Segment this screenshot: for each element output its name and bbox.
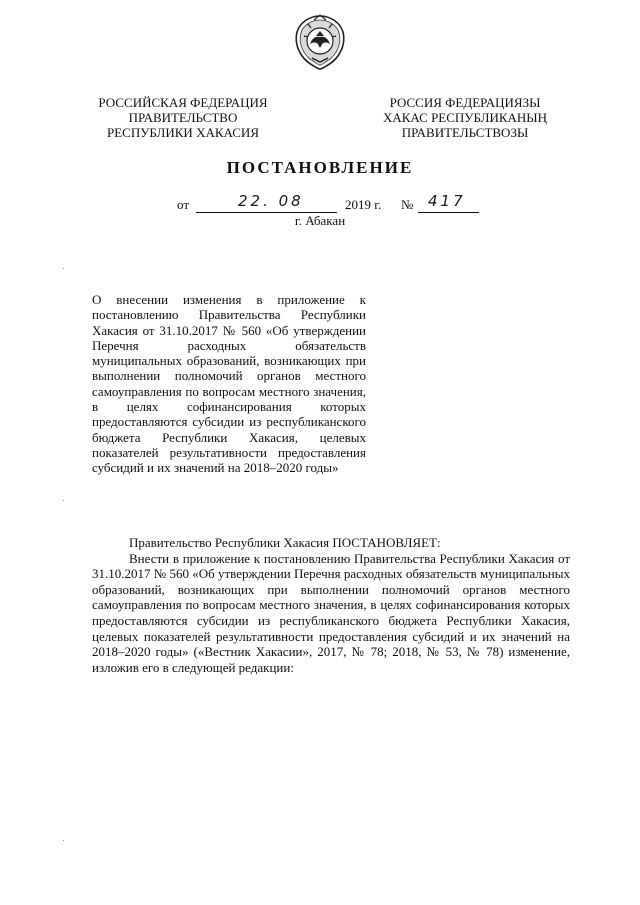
header-right-line: ПРАВИТЕЛЬСТВОЗЫ: [401, 125, 529, 140]
scan-artifact: [63, 840, 64, 841]
year-label: 2019 г.: [345, 197, 382, 212]
header-left-line: ПРАВИТЕЛЬСТВО: [128, 110, 238, 125]
date-number-line: [0, 192, 640, 215]
subject-heading: О внесении изменения в приложение к постановлению Правительства Республики Хакасия от 31.10.2017 № 560 «Об утверждении Перечня расходных обязательств муниципальных образований, возникающих при выполнении полномочий органов местного самоуправления по вопросам местного значения, в целях софинансирования которых предоставляются субсидии из республиканского бюджета Республики Хакасия, целевых показателей результативности предоставления субсидий и их значений на 2018–2020 годы»: [92, 292, 366, 476]
body-paragraph-decree: Правительство Республики Хакасия ПОСТАНОВЛЯЕТ:: [129, 535, 441, 550]
body-text: [92, 535, 570, 675]
scan-artifact: [63, 268, 64, 269]
body-paragraph-amendment: Внести в приложение к постановлению Правительства Республики Хакасия от 31.10.2017 № 560 «Об утверждении Перечня расходных обязательств муниципальных образований, возникающих при выполнении полномочий органов местного самоуправления по вопросам местного значения, в целях софинансирования которых предоставляются субсидии из республиканского бюджета Республики Хакасия, целевых показателей результативности предоставления субсидий и их значений на 2018–2020 годы» («Вестник Хакасии», 2017, № 78; 2018, № 53, № 78) изменение, изложив его в следующей редакции:: [92, 550, 570, 675]
document-title: ПОСТАНОВЛЕНИЕ: [226, 158, 414, 177]
header-left-block: [88, 95, 278, 140]
scan-artifact: [63, 500, 64, 501]
header-left-line: РЕСПУБЛИКИ ХАКАСИЯ: [106, 125, 259, 140]
coat-of-arms-khakassia-icon: [294, 14, 346, 70]
number-handwritten: 417: [428, 192, 466, 210]
city-label: г. Абакан: [294, 213, 346, 228]
header-right-line: ХАКАС РЕСПУБЛИКАНЫҢ: [382, 110, 548, 125]
from-label: от: [177, 197, 190, 212]
header-left-line: РОССИЙСКАЯ ФЕДЕРАЦИЯ: [98, 95, 268, 110]
header-right-block: [370, 95, 560, 140]
number-label: №: [401, 197, 414, 212]
header-right-line: РОССИЯ ФЕДЕРАЦИЯЗЫ: [389, 95, 541, 110]
date-handwritten: 22. 08: [238, 192, 304, 210]
